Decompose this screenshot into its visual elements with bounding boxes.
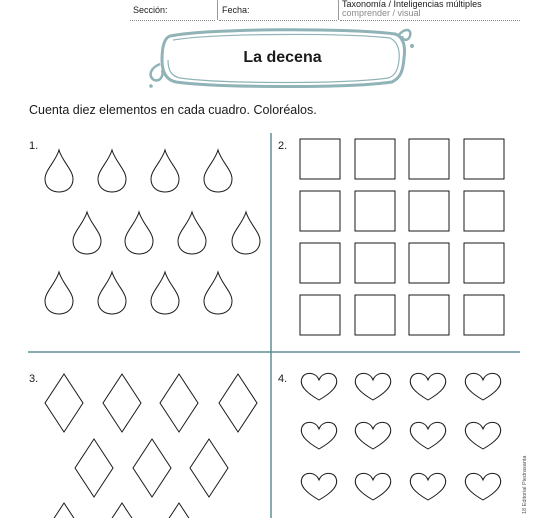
diamond-icon[interactable] — [160, 503, 198, 518]
square-icon[interactable] — [300, 191, 340, 231]
heart-icon[interactable] — [301, 473, 337, 500]
square-icon[interactable] — [409, 295, 449, 335]
taxonomia-label: Taxonomía / Inteligencias múltiples — [342, 0, 482, 9]
instruction-text: Cuenta diez elementos en cada cuadro. Coloréalos. — [29, 103, 317, 117]
square-icon[interactable] — [300, 295, 340, 335]
drop-icon[interactable] — [125, 212, 153, 254]
heart-icon[interactable] — [410, 373, 446, 400]
heart-icon[interactable] — [355, 422, 391, 449]
diamond-icon[interactable] — [160, 374, 198, 432]
heart-icon[interactable] — [301, 422, 337, 449]
taxonomia-value: comprender / visual — [342, 8, 421, 18]
square-icon[interactable] — [464, 295, 504, 335]
diamond-icon[interactable] — [45, 374, 83, 432]
square-icon[interactable] — [464, 139, 504, 179]
exercise-3-shapes — [45, 374, 257, 518]
square-icon[interactable] — [300, 243, 340, 283]
diamond-icon[interactable] — [45, 503, 83, 518]
heart-icon[interactable] — [465, 373, 501, 400]
exercise-2-shapes — [300, 139, 504, 335]
exercise-number: 3. — [29, 373, 39, 385]
exercise-1-shapes — [45, 150, 260, 314]
diamond-icon[interactable] — [133, 439, 171, 497]
footer-credit: 18 Editorial Piedrasanta — [522, 455, 528, 514]
square-icon[interactable] — [464, 243, 504, 283]
drop-icon[interactable] — [151, 272, 179, 314]
drop-icon[interactable] — [98, 272, 126, 314]
drop-icon[interactable] — [45, 272, 73, 314]
square-icon[interactable] — [464, 191, 504, 231]
square-icon[interactable] — [355, 139, 395, 179]
square-icon[interactable] — [355, 295, 395, 335]
drop-icon[interactable] — [178, 212, 206, 254]
heart-icon[interactable] — [465, 422, 501, 449]
diamond-icon[interactable] — [219, 374, 257, 432]
drop-icon[interactable] — [73, 212, 101, 254]
diamond-icon[interactable] — [190, 439, 228, 497]
square-icon[interactable] — [300, 139, 340, 179]
heart-icon[interactable] — [355, 473, 391, 500]
diamond-icon[interactable] — [103, 374, 141, 432]
exercise-number: 1. — [29, 140, 39, 152]
seccion-label: Sección: — [133, 5, 168, 15]
drop-icon[interactable] — [45, 150, 73, 192]
drop-icon[interactable] — [151, 150, 179, 192]
square-icon[interactable] — [409, 243, 449, 283]
drop-icon[interactable] — [232, 212, 260, 254]
page-title: La decena — [243, 49, 322, 66]
heart-icon[interactable] — [410, 473, 446, 500]
heart-icon[interactable] — [355, 373, 391, 400]
heart-icon[interactable] — [465, 473, 501, 500]
diamond-icon[interactable] — [75, 439, 113, 497]
square-icon[interactable] — [355, 191, 395, 231]
heart-icon[interactable] — [410, 422, 446, 449]
square-icon[interactable] — [409, 191, 449, 231]
exercise-number: 2. — [278, 140, 288, 152]
square-icon[interactable] — [355, 243, 395, 283]
diamond-icon[interactable] — [103, 503, 141, 518]
drop-icon[interactable] — [98, 150, 126, 192]
exercise-4-shapes — [301, 373, 501, 500]
heart-icon[interactable] — [301, 373, 337, 400]
drop-icon[interactable] — [204, 150, 232, 192]
drop-icon[interactable] — [204, 272, 232, 314]
fecha-label: Fecha: — [222, 5, 250, 15]
exercise-number: 4. — [278, 373, 288, 385]
square-icon[interactable] — [409, 139, 449, 179]
